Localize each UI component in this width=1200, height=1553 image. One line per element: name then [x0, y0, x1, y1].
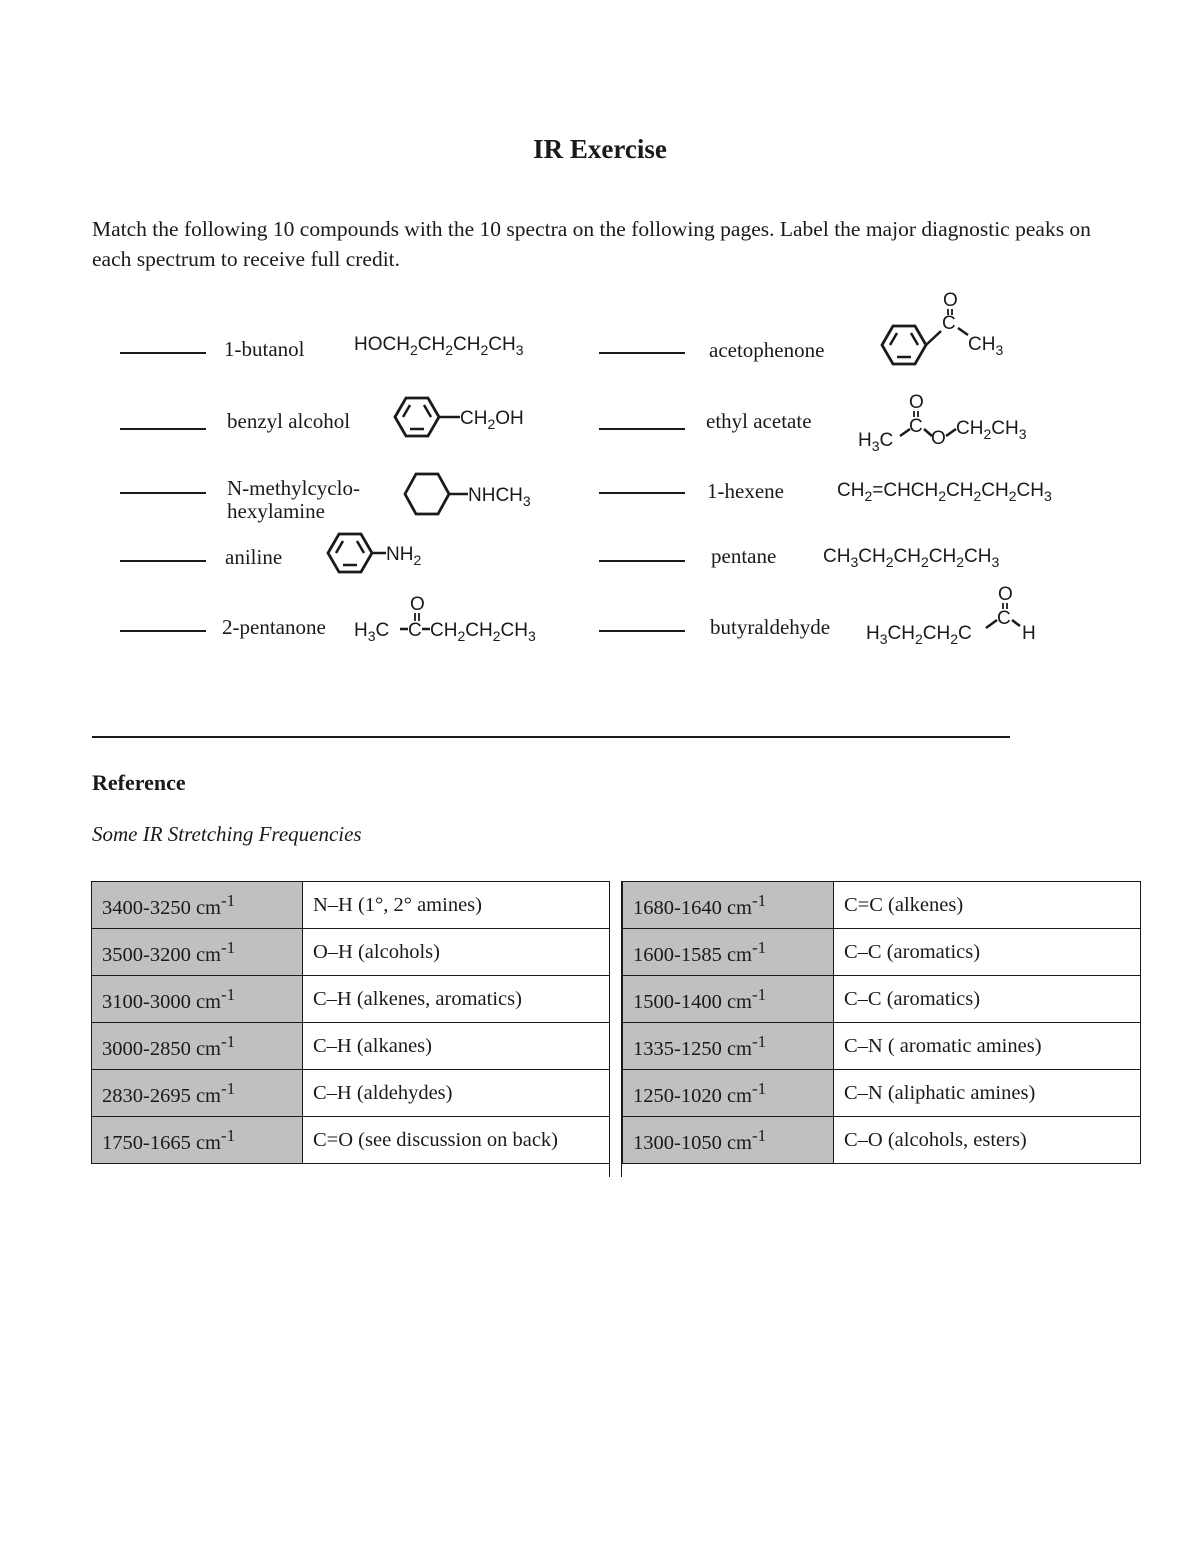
bond-assignment-cell: C–H (alkanes) — [303, 1023, 610, 1070]
bond-assignment-cell: C=O (see discussion on back) — [303, 1117, 610, 1164]
compound-name-butyraldehyde: butyraldehyde — [710, 615, 831, 639]
table-gap-divider — [609, 881, 622, 1177]
compound-name-2-pentanone: 2-pentanone — [222, 615, 326, 639]
ir-frequency-table-left — [91, 881, 610, 1164]
2-pentanone-structure — [352, 590, 572, 646]
table-row — [623, 1117, 1141, 1164]
bond-assignment-cell: C–H (aldehydes) — [303, 1070, 610, 1117]
compound-name-benzyl-alcohol: benzyl alcohol — [227, 409, 351, 433]
answer-blank-ethyl-acetate[interactable] — [599, 428, 685, 430]
ethyl-acetate-carbonyl-oxygen: O — [909, 392, 924, 413]
2-pentanone-oxygen: O — [410, 594, 425, 615]
butyraldehyde-chain: $H_3CH_2CH_2C$ — [866, 623, 972, 647]
frequency-range-cell: 1335-1250 $cm^{-1}$ — [623, 1023, 834, 1070]
frequency-range-cell: 1680-1640 $cm^{-1}$ — [623, 882, 834, 929]
compound-name-acetophenone: acetophenone — [709, 338, 825, 362]
2-pentanone-carbonyl-carbon: C — [408, 620, 422, 641]
acetophenone-carbonyl-carbon: C — [942, 313, 956, 334]
answer-blank-butyraldehyde[interactable] — [599, 630, 685, 632]
table-row — [92, 976, 610, 1023]
frequency-range-cell: 1250-1020 $cm^{-1}$ — [623, 1070, 834, 1117]
compound-name-n-methylcyclo-line1: N-methylcyclo- — [227, 476, 360, 500]
aniline-amine-group: $NH_2$ — [386, 544, 422, 568]
bond-assignment-cell: C–H (alkenes, aromatics) — [303, 976, 610, 1023]
compound-name-pentane: pentane — [711, 544, 777, 568]
butyraldehyde-carbonyl-carbon: C — [997, 608, 1011, 629]
formula-pentane: $CH_3CH_2CH_2CH_2CH_3$ — [823, 546, 1000, 570]
n-methyl-amine-group: $NHCH_3$ — [468, 485, 531, 509]
table-row — [92, 882, 610, 929]
frequency-range-cell: 1500-1400 $cm^{-1}$ — [623, 976, 834, 1023]
answer-blank-pentane[interactable] — [599, 560, 685, 562]
2-pentanone-chain: $CH_2CH_2CH_3$ — [430, 620, 536, 644]
frequency-range-cell: 3400-3250 $cm^{-1}$ — [92, 882, 303, 929]
formula-1-hexene: $CH_2=CHCH_2CH_2CH_2CH_3$ — [837, 480, 1052, 504]
answer-blank-aniline[interactable] — [120, 560, 206, 562]
compound-name-ethyl-acetate: ethyl acetate — [706, 409, 812, 433]
page-title: IR Exercise — [533, 134, 667, 164]
bond-assignment-cell: C–N ( aromatic amines) — [834, 1023, 1141, 1070]
formula-1-butanol: $HOCH_2CH_2CH_2CH_3$ — [354, 334, 524, 358]
bond-assignment-cell: C–C (aromatics) — [834, 976, 1141, 1023]
answer-blank-1-hexene[interactable] — [599, 492, 685, 494]
benzyl-alcohol-structure — [390, 394, 550, 442]
table-row — [623, 929, 1141, 976]
frequency-range-cell: 3500-3200 $cm^{-1}$ — [92, 929, 303, 976]
aniline-structure — [323, 530, 443, 578]
butyraldehyde-hydrogen: H — [1022, 623, 1036, 644]
instructions-text: Match the following 10 compounds with the 10 spectra on the following pages. Label the major diagnostic peaks on each spectrum to receive full credit. — [92, 217, 1091, 271]
2-pentanone-methyl: $H_3C$ — [354, 620, 390, 644]
section-divider — [92, 736, 1010, 738]
butyraldehyde-oxygen: O — [998, 584, 1013, 605]
ethyl-acetate-carbonyl-carbon: C — [909, 416, 923, 437]
table-row — [92, 1117, 610, 1164]
bond-assignment-cell: C–N (aliphatic amines) — [834, 1070, 1141, 1117]
bond-assignment-cell: C–O (alcohols, esters) — [834, 1117, 1141, 1164]
compound-name-aniline: aniline — [225, 545, 283, 569]
ethyl-acetate-structure — [856, 388, 1056, 452]
reference-heading: Reference — [92, 770, 186, 795]
answer-blank-acetophenone[interactable] — [599, 352, 685, 354]
compound-name-1-butanol: 1-butanol — [224, 337, 305, 361]
compound-name-1-hexene: 1-hexene — [707, 479, 784, 503]
answer-blank-benzyl-alcohol[interactable] — [120, 428, 206, 430]
table-row — [623, 1023, 1141, 1070]
frequency-range-cell: 2830-2695 $cm^{-1}$ — [92, 1070, 303, 1117]
bond-assignment-cell: C=C (alkenes) — [834, 882, 1141, 929]
acetophenone-structure — [876, 288, 1026, 372]
frequency-range-cell: 1300-1050 $cm^{-1}$ — [623, 1117, 834, 1164]
frequency-range-cell: 3100-3000 $cm^{-1}$ — [92, 976, 303, 1023]
bond-assignment-cell: C–C (aromatics) — [834, 929, 1141, 976]
frequency-range-cell: 1600-1585 $cm^{-1}$ — [623, 929, 834, 976]
table-row — [92, 929, 610, 976]
acetophenone-methyl: $CH_3$ — [968, 334, 1004, 358]
reference-subheading: Some IR Stretching Frequencies — [92, 822, 362, 846]
answer-blank-n-methylcyclohexylamine[interactable] — [120, 492, 206, 494]
bond-assignment-cell: O–H (alcohols) — [303, 929, 610, 976]
frequency-range-cell: 1750-1665 $cm^{-1}$ — [92, 1117, 303, 1164]
compound-name-n-methylcyclo-line2: hexylamine — [227, 499, 325, 523]
ethyl-acetate-methyl: $H_3C$ — [858, 430, 894, 452]
acetophenone-oxygen: O — [943, 290, 958, 311]
benzyl-alcohol-group: $CH_2OH$ — [460, 408, 524, 432]
frequency-range-cell: 3000-2850 $cm^{-1}$ — [92, 1023, 303, 1070]
butyraldehyde-structure — [864, 580, 1064, 648]
table-row — [92, 1023, 610, 1070]
table-row — [623, 882, 1141, 929]
ethyl-acetate-ethyl: $CH_2CH_3$ — [956, 418, 1027, 442]
n-methylcyclohexylamine-structure — [400, 468, 560, 520]
table-row — [92, 1070, 610, 1117]
ir-frequency-table-right — [622, 881, 1141, 1164]
bond-assignment-cell: N–H (1°, 2° amines) — [303, 882, 610, 929]
table-row — [623, 976, 1141, 1023]
ethyl-acetate-ether-oxygen: O — [931, 428, 946, 449]
answer-blank-2-pentanone[interactable] — [120, 630, 206, 632]
table-row — [623, 1070, 1141, 1117]
answer-blank-1-butanol[interactable] — [120, 352, 206, 354]
